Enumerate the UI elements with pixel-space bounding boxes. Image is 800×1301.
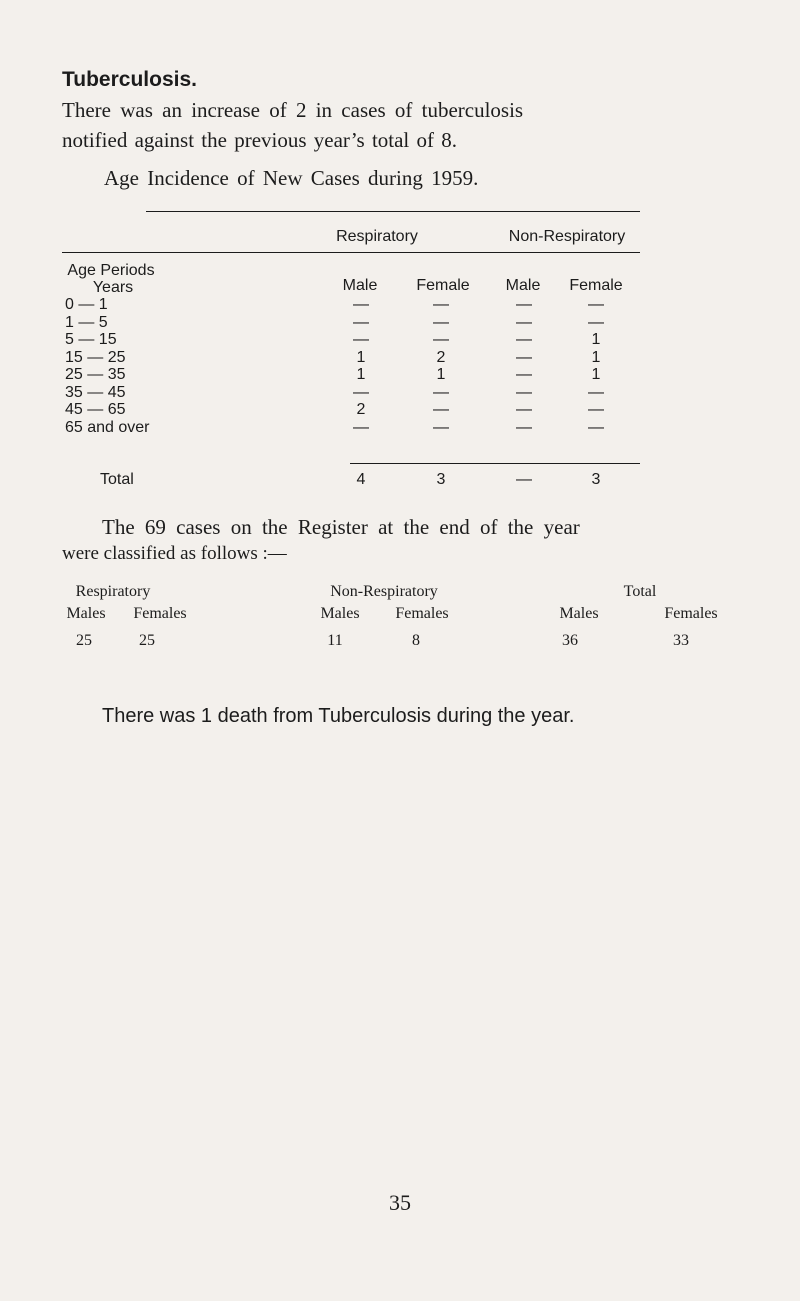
- register-females-label: Females: [664, 605, 718, 622]
- table-cell: 1: [356, 366, 366, 383]
- age-header-line-2: Years: [92, 279, 134, 296]
- total-cell: 3: [436, 471, 446, 488]
- table-cell: 1: [591, 348, 601, 366]
- age-period-label: 25 — 35: [65, 366, 126, 383]
- register-value: 25: [139, 632, 155, 649]
- group-header-non-respiratory: Non-Respiratory: [508, 228, 626, 245]
- table-cell: 2: [356, 401, 366, 418]
- table-cell: —: [353, 418, 369, 436]
- table-cell: —: [516, 296, 532, 313]
- table-cell: —: [433, 401, 449, 418]
- table-cell: —: [353, 296, 369, 313]
- table-top-rule: [146, 211, 640, 212]
- table-cell: —: [433, 313, 449, 331]
- group-header-respiratory: Respiratory: [336, 228, 418, 245]
- table-cell: —: [516, 331, 532, 348]
- table-cell: —: [353, 383, 369, 401]
- register-value: 36: [562, 632, 578, 649]
- register-line-2: were classified as follows :—: [62, 543, 287, 564]
- register-females-label: Females: [133, 605, 187, 622]
- table-cell: —: [433, 418, 449, 436]
- table-cell: —: [588, 313, 604, 331]
- age-period-label: 45 — 65: [65, 401, 126, 418]
- table-cell: —: [516, 366, 532, 383]
- register-value: 33: [673, 632, 689, 649]
- register-females-label: Females: [395, 605, 449, 622]
- register-value: 25: [76, 632, 92, 649]
- total-cell: 4: [356, 471, 366, 488]
- table-cell: —: [433, 331, 449, 348]
- table-cell: 2: [436, 348, 446, 366]
- table-cell: —: [516, 348, 532, 366]
- age-period-label: 15 — 25: [65, 348, 126, 366]
- table-cell: —: [353, 313, 369, 331]
- table-cell: —: [588, 401, 604, 418]
- section-heading: Tuberculosis.: [62, 68, 197, 91]
- register-group-label: Non-Respiratory: [330, 583, 438, 600]
- sub-header-nonresp-female: Female: [569, 277, 623, 294]
- register-males-label: Males: [66, 605, 106, 622]
- table-cell: —: [588, 296, 604, 313]
- sub-header-nonresp-male: Male: [505, 277, 541, 294]
- table-cell: 1: [356, 348, 366, 366]
- register-males-label: Males: [320, 605, 360, 622]
- table-cell: —: [516, 313, 532, 331]
- sub-header-resp-male: Male: [342, 277, 378, 294]
- intro-line-1: There was an increase of 2 in cases of tuberculosis: [62, 98, 524, 122]
- table-cell: 1: [591, 366, 601, 383]
- table-cell: —: [433, 383, 449, 401]
- register-line-1: The 69 cases on the Register at the end of the year: [102, 515, 580, 539]
- sub-header-resp-female: Female: [416, 277, 470, 294]
- table-cell: —: [588, 383, 604, 401]
- register-group-label: Total: [623, 583, 657, 600]
- age-period-label: 0 — 1: [65, 296, 108, 313]
- age-period-label: 5 — 15: [65, 331, 117, 348]
- table-cell: —: [516, 383, 532, 401]
- total-label: Total: [100, 471, 134, 488]
- register-males-label: Males: [559, 605, 599, 622]
- register-value: 8: [412, 632, 420, 649]
- age-period-label: 65 and over: [65, 418, 150, 436]
- age-header-line-1: Age Periods: [67, 262, 155, 279]
- register-value: 11: [327, 632, 343, 649]
- page-number: 35: [389, 1190, 411, 1215]
- table-title: Age Incidence of New Cases during 1959.: [104, 166, 479, 190]
- header-divider-rule: [62, 252, 640, 253]
- table-cell: —: [588, 418, 604, 436]
- table-cell: —: [433, 296, 449, 313]
- table-cell: —: [516, 418, 532, 436]
- table-cell: —: [516, 401, 532, 418]
- total-cell: —: [516, 471, 532, 488]
- intro-line-2: notified against the previous year’s total of 8.: [62, 128, 458, 152]
- table-cell: —: [353, 331, 369, 348]
- age-period-label: 1 — 5: [65, 313, 108, 331]
- total-rule: [350, 463, 640, 464]
- table-cell: 1: [591, 331, 601, 348]
- table-cell: 1: [436, 366, 446, 383]
- register-group-label: Respiratory: [75, 583, 151, 600]
- age-period-label: 35 — 45: [65, 383, 126, 401]
- total-cell: 3: [591, 471, 601, 488]
- death-note: There was 1 death from Tuberculosis during the year.: [102, 705, 575, 727]
